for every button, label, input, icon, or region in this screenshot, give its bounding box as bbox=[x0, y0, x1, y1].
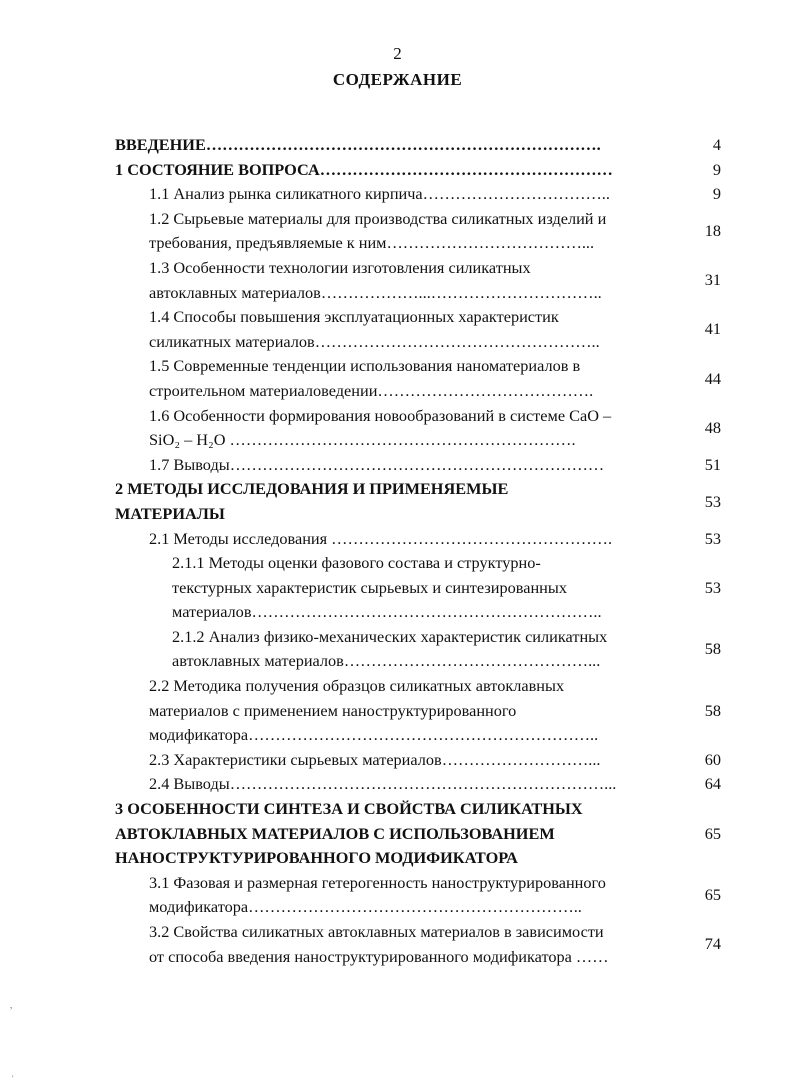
toc-entry-line: 2.1.2 Анализ физико-механических характеристик силикатных bbox=[172, 626, 608, 646]
toc-entry-title bbox=[115, 551, 675, 625]
toc-entry-line: модификатора……………………………………………………….. bbox=[149, 725, 599, 745]
toc-entry-line: 1.5 Современные тенденции использования наноматериалов в bbox=[149, 356, 581, 376]
toc-entry-page: 64 bbox=[704, 774, 721, 794]
table-of-contents bbox=[115, 133, 725, 969]
toc-entry bbox=[115, 305, 725, 354]
toc-entry-line: материалов……………………………………………………….. bbox=[172, 602, 602, 622]
toc-entry-title bbox=[115, 477, 675, 526]
toc-entry-title bbox=[115, 133, 675, 158]
toc-entry-line: материалов с применением наноструктурированного bbox=[149, 700, 517, 720]
toc-entry-line: требования, предъявляемые к ним………………………………... bbox=[149, 233, 595, 253]
toc-entry bbox=[115, 772, 725, 797]
toc-entry-title bbox=[115, 625, 675, 674]
toc-entry-page: 53 bbox=[704, 491, 721, 511]
toc-entry-page: 9 bbox=[712, 159, 721, 179]
margin-mark-icon: , bbox=[10, 1000, 13, 1010]
toc-entry-page: 60 bbox=[704, 749, 721, 769]
toc-entry bbox=[115, 748, 725, 773]
page-title: СОДЕРЖАНИЕ bbox=[332, 70, 463, 89]
toc-entry-title bbox=[115, 404, 675, 453]
toc-entry-line: 1.7 Выводы…………………………………………………………… bbox=[149, 454, 605, 474]
toc-entry-line: автоклавных материалов………………...………………………….. bbox=[149, 282, 602, 302]
toc-entry bbox=[115, 158, 725, 183]
toc-entry-line: ВВЕДЕНИЕ………………………………………………………………. bbox=[115, 135, 601, 154]
toc-entry-page: 74 bbox=[704, 934, 721, 954]
toc-entry-title bbox=[115, 772, 675, 797]
toc-entry-line: текстурных характеристик сырьевых и синтезированных bbox=[172, 577, 567, 597]
toc-entry-line: силикатных материалов…………………………………………….. bbox=[149, 331, 600, 351]
toc-entry-title bbox=[115, 453, 675, 478]
toc-entry bbox=[115, 256, 725, 305]
toc-entry-line: 1 СОСТОЯНИЕ ВОПРОСА……………………………………………… bbox=[115, 159, 613, 179]
margin-mark-icon: ' bbox=[12, 1074, 14, 1083]
toc-entry bbox=[115, 207, 725, 256]
toc-entry-page: 48 bbox=[704, 417, 721, 437]
toc-entry bbox=[115, 551, 725, 625]
toc-entry-line: 2.4 Выводы……………………………………………………………... bbox=[149, 774, 617, 794]
toc-entry-line: от способа введения наноструктурированного модификатора …… bbox=[149, 946, 609, 966]
toc-entry-line: 1.2 Сырьевые материалы для производства силикатных изделий и bbox=[149, 208, 607, 228]
toc-entry-line: 3 ОСОБЕННОСТИ СИНТЕЗА И СВОЙСТВА СИЛИКАТНЫХ bbox=[115, 799, 583, 819]
toc-entry-line: модификатора…………………………………………………….. bbox=[149, 897, 582, 917]
toc-entry bbox=[115, 625, 725, 674]
toc-entry-line: АВТОКЛАВНЫХ МАТЕРИАЛОВ С ИСПОЛЬЗОВАНИЕМ bbox=[115, 823, 555, 843]
toc-entry bbox=[115, 920, 725, 969]
toc-entry-title bbox=[115, 305, 675, 354]
toc-entry-page: 58 bbox=[704, 700, 721, 720]
toc-entry bbox=[115, 133, 725, 158]
toc-entry-page: 53 bbox=[704, 577, 721, 597]
toc-entry-page: 31 bbox=[704, 270, 721, 290]
toc-entry-page: 53 bbox=[704, 528, 721, 548]
toc-entry-line: 2.1.1 Методы оценки фазового состава и структурно- bbox=[172, 553, 541, 573]
toc-entry-title bbox=[115, 256, 675, 305]
toc-entry-page: 41 bbox=[704, 319, 721, 339]
toc-entry-title bbox=[115, 182, 675, 207]
toc-entry-line: автоклавных материалов………………………………………... bbox=[172, 651, 601, 671]
toc-entry-title bbox=[115, 674, 675, 748]
toc-entry-page: 9 bbox=[712, 184, 721, 204]
toc-entry-title bbox=[115, 207, 675, 256]
toc-entry bbox=[115, 477, 725, 526]
toc-entry-line: НАНОСТРУКТУРИРОВАННОГО МОДИФИКАТОРА bbox=[115, 848, 518, 868]
page-number: 2 bbox=[393, 44, 402, 63]
toc-entry-page: 65 bbox=[704, 885, 721, 905]
toc-entry bbox=[115, 527, 725, 552]
toc-entry-line: 3.2 Свойства силикатных автоклавных материалов в зависимости bbox=[149, 922, 604, 941]
toc-entry-line: 1.3 Особенности технологии изготовления силикатных bbox=[149, 257, 531, 277]
toc-entry-page: 65 bbox=[704, 823, 721, 843]
toc-entry-title bbox=[115, 354, 675, 403]
toc-entry bbox=[115, 354, 725, 403]
toc-entry-page: 51 bbox=[704, 454, 721, 474]
toc-entry-line: 2.1 Методы исследования ……………………………………………. bbox=[149, 528, 613, 548]
toc-entry-title bbox=[115, 748, 675, 773]
toc-entry-title bbox=[115, 920, 675, 969]
toc-entry-line: SiO₂ – H₂O ………………………………………………………. bbox=[149, 430, 576, 450]
toc-entry bbox=[115, 182, 725, 207]
toc-entry-title bbox=[115, 527, 675, 552]
toc-entry-page: 4 bbox=[712, 135, 721, 154]
toc-entry-line: 1.6 Особенности формирования новообразований в системе CaO – bbox=[149, 405, 612, 425]
toc-entry-page: 58 bbox=[704, 639, 721, 659]
toc-entry-line: 2.3 Характеристики сырьевых материалов………………………... bbox=[149, 749, 601, 769]
toc-entry-page: 44 bbox=[704, 368, 721, 388]
toc-entry-title bbox=[115, 871, 675, 920]
toc-entry-line: МАТЕРИАЛЫ bbox=[115, 503, 225, 523]
toc-entry-title bbox=[115, 158, 675, 183]
toc-entry bbox=[115, 674, 725, 748]
toc-entry-page: 18 bbox=[704, 221, 721, 241]
toc-entry-line: 2 МЕТОДЫ ИССЛЕДОВАНИЯ И ПРИМЕНЯЕМЫЕ bbox=[115, 479, 509, 499]
toc-entry bbox=[115, 404, 725, 453]
toc-entry bbox=[115, 871, 725, 920]
toc-entry-line: строительном материаловедении…………………………………. bbox=[149, 380, 594, 400]
toc-entry-line: 1.1 Анализ рынка силикатного кирпича…………………………….. bbox=[149, 184, 610, 204]
toc-entry bbox=[115, 453, 725, 478]
toc-entry-line: 1.4 Способы повышения эксплуатационных характеристик bbox=[149, 307, 559, 327]
toc-entry-line: 2.2 Методика получения образцов силикатных автоклавных bbox=[149, 676, 565, 696]
toc-entry bbox=[115, 797, 725, 871]
toc-entry-line: 3.1 Фазовая и размерная гетерогенность наноструктурированного bbox=[149, 872, 606, 892]
toc-entry-title bbox=[115, 797, 675, 871]
